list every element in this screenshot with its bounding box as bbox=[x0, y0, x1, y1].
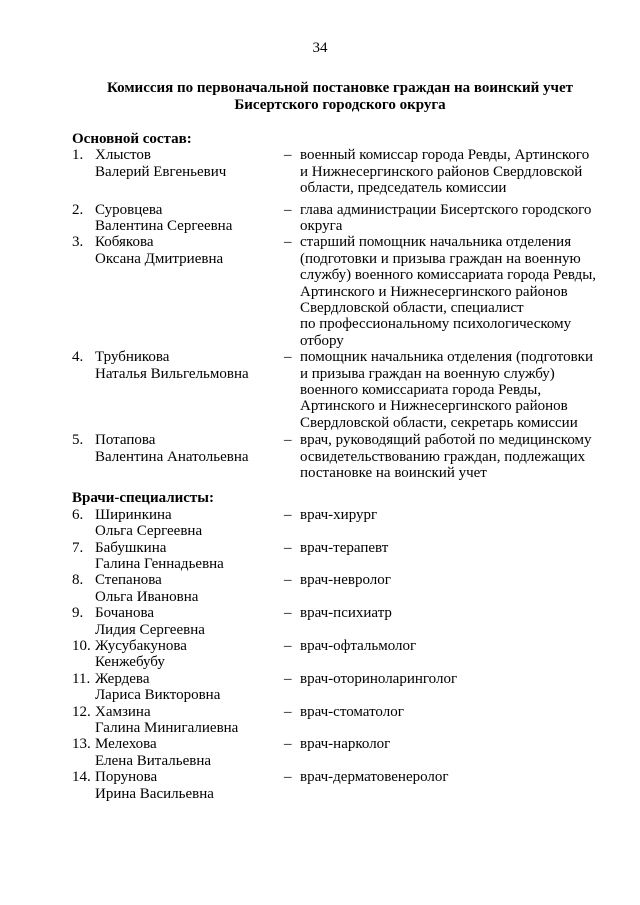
member-name-line: Валерий Евгеньевич bbox=[95, 163, 227, 180]
list-item bbox=[72, 234, 612, 349]
item-number: 10. bbox=[72, 637, 91, 654]
member-role bbox=[300, 234, 612, 349]
member-name bbox=[95, 704, 285, 737]
list-item bbox=[72, 202, 612, 235]
item-number: 12. bbox=[72, 703, 91, 720]
dash-separator: – bbox=[284, 201, 292, 218]
member-role-line: старший помощник начальника отделения bbox=[300, 234, 572, 251]
member-role-line: службу) военного комиссариата города Ревды, bbox=[300, 267, 597, 284]
member-name-line: Бочанова bbox=[95, 605, 154, 622]
member-name bbox=[95, 605, 285, 638]
dash-separator: – bbox=[284, 349, 292, 366]
member-role-line: врач-нарколог bbox=[300, 736, 391, 753]
item-number: 6. bbox=[72, 506, 84, 523]
item-number: 7. bbox=[72, 539, 84, 556]
member-role-line: Свердловской области, секретарь комиссии bbox=[300, 414, 578, 431]
member-name-line: Ширинкина bbox=[95, 506, 172, 523]
member-role-line: врач-стоматолог bbox=[300, 703, 404, 720]
member-name bbox=[95, 507, 285, 540]
member-name-line: Кобякова bbox=[95, 234, 154, 251]
dash-separator: – bbox=[284, 769, 292, 786]
member-role bbox=[300, 671, 612, 687]
item-number: 9. bbox=[72, 605, 84, 622]
member-name bbox=[95, 432, 285, 465]
dash-separator: – bbox=[284, 736, 292, 753]
list-item bbox=[72, 605, 612, 638]
item-number: 5. bbox=[72, 432, 84, 449]
dash-separator: – bbox=[284, 670, 292, 687]
item-number: 1. bbox=[72, 147, 84, 164]
member-name bbox=[95, 202, 285, 235]
member-name-line: Наталья Вильгельмовна bbox=[95, 365, 249, 382]
member-name-line: Лариса Викторовна bbox=[95, 687, 221, 704]
member-name-line: Потапова bbox=[95, 432, 156, 449]
member-name-line: Жусубакунова bbox=[95, 637, 187, 654]
member-role-line: Артинского и Нижнесергинского районов bbox=[300, 398, 568, 415]
member-name-line: Валентина Сергеевна bbox=[95, 218, 233, 234]
member-role bbox=[300, 736, 612, 752]
list-item bbox=[72, 704, 612, 737]
document-title bbox=[60, 80, 620, 114]
member-name-line: Бабушкина bbox=[95, 539, 167, 556]
item-number: 8. bbox=[72, 572, 84, 589]
list-item bbox=[72, 638, 612, 671]
member-role-line: Свердловской области, специалист bbox=[300, 300, 524, 317]
specialists-list bbox=[72, 507, 612, 802]
member-name-line: Суровцева bbox=[95, 201, 163, 218]
main-section-heading: Основной состав: bbox=[72, 131, 192, 147]
member-name bbox=[95, 736, 285, 769]
member-name bbox=[95, 638, 285, 671]
member-role-line: по профессиональному психологическому bbox=[300, 316, 572, 333]
dash-separator: – bbox=[284, 432, 292, 449]
member-role-line: отбору bbox=[300, 332, 344, 349]
member-name bbox=[95, 572, 285, 605]
list-item bbox=[72, 769, 612, 802]
list-item bbox=[72, 736, 612, 769]
member-name-line: Ирина Васильевна bbox=[95, 785, 214, 802]
member-role bbox=[300, 704, 612, 720]
dash-separator: – bbox=[284, 506, 292, 523]
member-role-line: врач, руководящий работой по медицинскому bbox=[300, 432, 592, 449]
member-role bbox=[300, 638, 612, 654]
member-role-line: врач-оториноларинголог bbox=[300, 670, 458, 687]
member-name-line: Трубникова bbox=[95, 349, 170, 366]
member-role bbox=[300, 540, 612, 556]
item-number: 11. bbox=[72, 670, 91, 687]
list-item bbox=[72, 507, 612, 540]
member-role-line: освидетельствованию граждан, подлежащих bbox=[300, 448, 586, 465]
member-name-line: Елена Витальевна bbox=[95, 752, 212, 769]
member-role-line: военного комиссариата города Ревды, bbox=[300, 382, 542, 398]
member-name-line: Хлыстов bbox=[95, 147, 151, 164]
list-item bbox=[72, 432, 612, 481]
member-name bbox=[95, 540, 285, 573]
member-name-line: Лидия Сергеевна bbox=[95, 621, 205, 638]
member-role bbox=[300, 349, 612, 431]
member-name-line: Галина Минигалиевна bbox=[95, 719, 239, 736]
item-number: 2. bbox=[72, 201, 84, 218]
item-number: 4. bbox=[72, 349, 84, 366]
document-body bbox=[72, 131, 612, 802]
dash-separator: – bbox=[284, 572, 292, 589]
list-item bbox=[72, 349, 612, 431]
member-role-line: врач-дерматовенеролог bbox=[300, 769, 449, 786]
dash-separator: – bbox=[284, 539, 292, 556]
dash-separator: – bbox=[284, 605, 292, 622]
dash-separator: – bbox=[284, 637, 292, 654]
member-role-line: постановке на воинский учет bbox=[300, 465, 487, 481]
member-name bbox=[95, 349, 285, 382]
dash-separator: – bbox=[284, 147, 292, 164]
main-members-list bbox=[72, 147, 612, 481]
member-name-line: Кенжебубу bbox=[95, 654, 165, 671]
member-role bbox=[300, 432, 612, 481]
member-name bbox=[95, 671, 285, 704]
member-role-line: помощник начальника отделения (подготовки bbox=[300, 349, 593, 366]
member-role-line: и Нижнесергинского районов Свердловской bbox=[300, 163, 583, 180]
member-role bbox=[300, 507, 612, 523]
member-role-line: врач-терапевт bbox=[300, 539, 389, 556]
specialists-section-heading: Врачи-специалисты: bbox=[72, 490, 215, 507]
member-name-line: Порунова bbox=[95, 769, 158, 786]
item-number: 14. bbox=[72, 769, 91, 786]
member-name bbox=[95, 769, 285, 802]
member-name-line: Валентина Анатольевна bbox=[95, 448, 249, 465]
dash-separator: – bbox=[284, 703, 292, 720]
title-line-1: Комиссия по первоначальной постановке граждан на воинский учет bbox=[107, 80, 573, 96]
member-role-line: врач-психиатр bbox=[300, 605, 392, 622]
title-line-2: Бисертского городского округа bbox=[234, 97, 446, 113]
member-name-line: Ольга Сергеевна bbox=[95, 523, 203, 540]
member-name-line: Хамзина bbox=[95, 703, 151, 720]
member-role-line: врач-офтальмолог bbox=[300, 637, 417, 654]
member-role-line: области, председатель комиссии bbox=[300, 180, 507, 197]
member-role bbox=[300, 572, 612, 588]
item-number: 3. bbox=[72, 234, 84, 251]
member-role-line: округа bbox=[300, 218, 343, 234]
member-role-line: и призыва граждан на военную службу) bbox=[300, 365, 555, 382]
member-role bbox=[300, 769, 612, 785]
member-name bbox=[95, 147, 285, 180]
list-item bbox=[72, 572, 612, 605]
member-role bbox=[300, 605, 612, 621]
member-name-line: Жердева bbox=[95, 670, 150, 687]
item-number: 13. bbox=[72, 736, 91, 753]
list-item bbox=[72, 540, 612, 573]
list-item bbox=[72, 147, 612, 196]
member-role bbox=[300, 202, 612, 235]
member-name bbox=[95, 234, 285, 267]
member-name-line: Степанова bbox=[95, 572, 162, 589]
page-number: 34 bbox=[312, 40, 328, 56]
member-name-line: Оксана Дмитриевна bbox=[95, 250, 224, 267]
member-role-line: врач-невролог bbox=[300, 572, 391, 589]
member-role-line: врач-хирург bbox=[300, 506, 378, 523]
member-name-line: Галина Геннадьевна bbox=[95, 555, 224, 572]
member-role bbox=[300, 147, 612, 196]
member-name-line: Ольга Ивановна bbox=[95, 588, 199, 605]
member-name-line: Мелехова bbox=[95, 736, 157, 753]
list-item bbox=[72, 671, 612, 704]
member-role-line: военный комиссар города Ревды, Артинского bbox=[300, 147, 590, 164]
member-role-line: Артинского и Нижнесергинского районов bbox=[300, 283, 568, 300]
dash-separator: – bbox=[284, 234, 292, 251]
member-role-line: глава администрации Бисертского городского bbox=[300, 201, 592, 218]
member-role-line: (подготовки и призыва граждан на военную bbox=[300, 250, 581, 267]
